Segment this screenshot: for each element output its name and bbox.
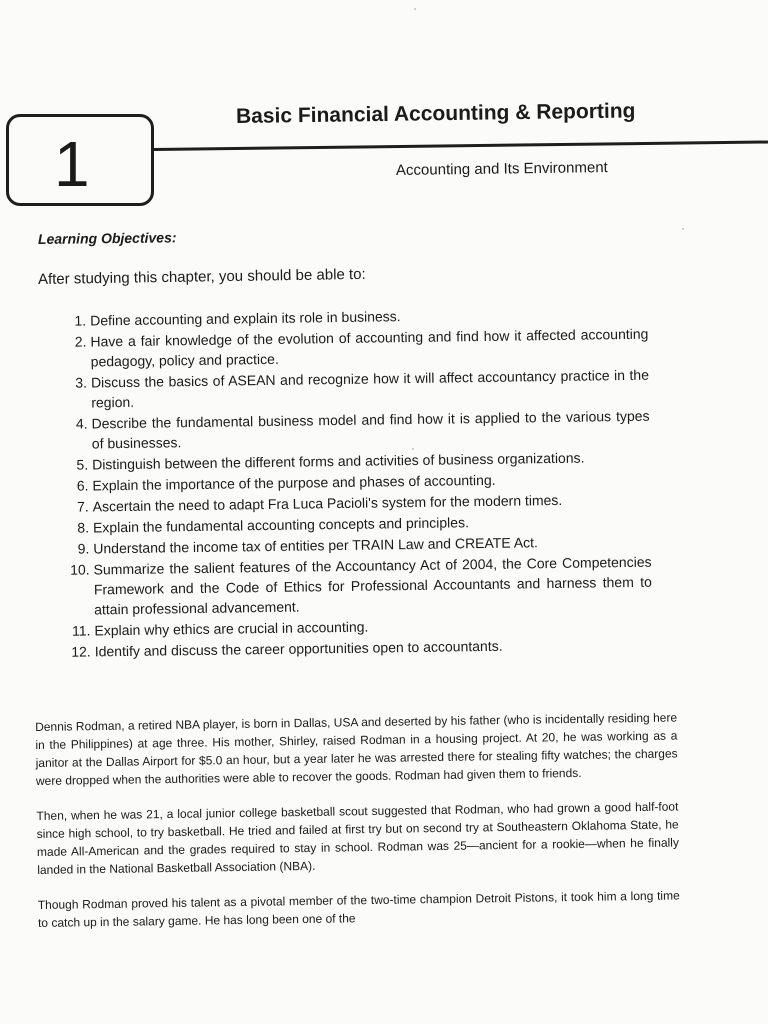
objective-number: 9. [77,540,90,557]
objective-text: Summarize the salient features of the Accountancy Act of 2004, the Core Competencies Framework and the Code of Ethics for Professional Accountants and harness them to attain professional advancement. [93,553,652,618]
objective-number: 4. [75,415,88,432]
objective-item [55,552,652,620]
objective-number: 5. [76,456,89,473]
objective-text: Explain the importance of the purpose and phases of accounting. [92,471,496,494]
body-paragraph: Then, when he was 21, a local junior college basketball scout suggested that Rodman, who had grown a good half-foot since high school, to try basketball. He tried and failed at first try but on second try at Southeastern Oklahoma State, he made All-American and the grades required to stay in school. Rodman was 25—ancient for a rookie—when he finally landed in the National Basketball Association (NBA). [36,799,680,877]
objective-text: Identify and discuss the career opportunities open to accountants. [94,637,503,660]
objective-number: 7. [76,498,89,515]
learning-objectives-intro: After studying this chapter, you should be able to: [37,265,366,288]
objective-text: Have a fair knowledge of the evolution of accounting and find how it affected accounting pedagogy, policy and practice. [90,325,649,370]
objective-text: Explain why ethics are crucial in accounting. [94,618,369,639]
header-rule [154,140,768,151]
objective-number: 6. [76,477,89,494]
objective-number: 2. [74,333,87,350]
objective-text: Explain the fundamental accounting concepts and principles. [92,514,470,536]
objective-number: 10. [70,561,90,578]
objective-number: 3. [75,374,88,391]
objective-number: 1. [74,312,87,329]
objective-text: Distinguish between the different forms and activities of business organizations. [92,449,585,473]
objective-text: Ascertain the need to adapt Fra Luca Pacioli's system for the modern times. [92,491,563,515]
objective-number: 11. [71,622,91,639]
chapter-number: 1 [54,128,90,200]
objective-item [52,324,649,372]
objective-text: Discuss the basics of ASEAN and recognize how it will affect accountancy practice in the region. [90,366,650,411]
scan-speck [414,8,416,10]
body-text [35,708,680,948]
objective-item [53,365,650,413]
objective-text: Define accounting and explain its role in business. [90,308,401,329]
chapter-title: Accounting and Its Environment [395,159,608,179]
learning-objectives-heading: Learning Objectives: [37,229,177,247]
objective-item [53,406,650,454]
body-paragraph: Dennis Rodman, a retired NBA player, is born in Dallas, USA and deserted by his father (who is incidentally residing here in the Philippines) at age three. His mother, Shirley, raised Rodman in a housing project. At 20, he was working as a janitor at the Dallas Airport for $5.0 an hour, but a year later he was arrested there for stealing fifty watches; the charges were dropped when the authorities were able to recover the goods. Rodman had given them to friends. [35,710,678,788]
objective-text: Describe the fundamental business model and find how it is applied to the various types of businesses. [91,407,650,452]
learning-objectives-list [52,303,653,663]
objective-number: 8. [77,519,90,536]
book-title: Basic Financial Accounting & Reporting [235,99,636,128]
objective-text: Understand the income tax of entities per TRAIN Law and CREATE Act. [93,534,538,557]
body-paragraph: Though Rodman proved his talent as a pivotal member of the two-time champion Detroit Pistons, it took him a long time to catch up in the salary game. He has long been one of the [37,888,680,930]
scan-speck [682,228,684,230]
objective-number: 12. [71,643,91,660]
